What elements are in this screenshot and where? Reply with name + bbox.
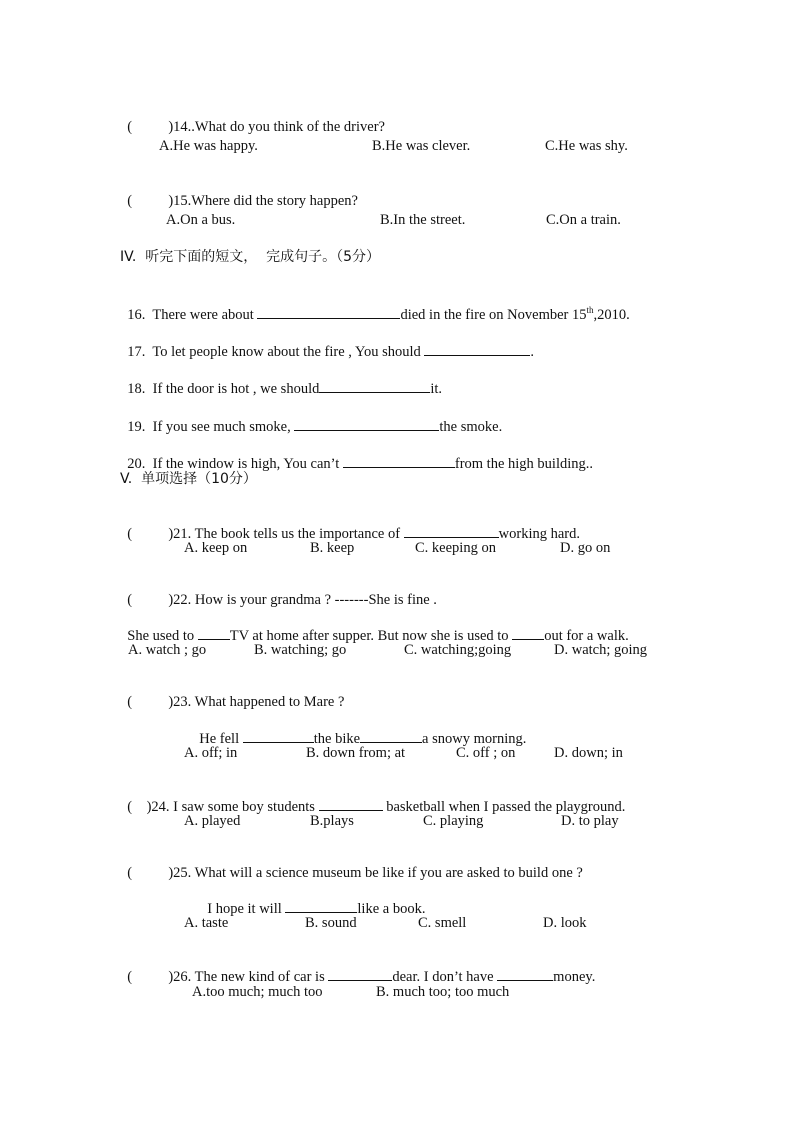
question-text: 23. What happened to Mare ? xyxy=(173,694,345,710)
option-c: C. off ; on xyxy=(456,745,516,761)
answer-blank[interactable] xyxy=(497,966,553,981)
question-text: If you see much smoke, xyxy=(152,419,295,435)
question-number: 19. xyxy=(127,419,146,435)
question-14 xyxy=(120,100,385,136)
question-text: working hard. xyxy=(498,526,580,542)
option-d: D. go on xyxy=(560,540,611,556)
option-b: B.plays xyxy=(310,813,354,829)
question-text: 24. I saw some boy students xyxy=(151,799,319,815)
question-17 xyxy=(120,323,534,361)
question-text: ,2010. xyxy=(593,307,630,323)
option-a: A.He was happy. xyxy=(159,138,258,154)
question-text: 22. How is your grandma ? -------She is fine . xyxy=(173,592,437,608)
question-24 xyxy=(120,778,625,816)
option-a: A. taste xyxy=(184,915,229,931)
option-b: B. much too; too much xyxy=(376,984,510,1000)
question-text: 21. The book tells us the importance of xyxy=(173,526,404,542)
answer-blank[interactable] xyxy=(319,796,383,811)
question-26 xyxy=(120,948,595,986)
answer-paren[interactable]: ( ) xyxy=(127,592,174,608)
question-text: like a book. xyxy=(357,901,426,917)
option-c: C. watching;going xyxy=(404,642,512,658)
option-b: B. down from; at xyxy=(306,745,406,761)
question-text: If the window is high, You can’t xyxy=(152,456,343,472)
question-20 xyxy=(120,435,593,473)
answer-blank[interactable] xyxy=(424,341,530,356)
question-text: I hope it will xyxy=(207,901,286,917)
question-text: If the door is hot , we should xyxy=(152,381,320,397)
question-text: died in the fire on November 15 xyxy=(400,307,587,323)
answer-paren[interactable]: ( ) xyxy=(127,694,174,710)
question-text: a snowy morning. xyxy=(422,731,527,747)
answer-blank[interactable] xyxy=(328,966,392,981)
option-a: A. watch ; go xyxy=(128,642,207,658)
question-text: the bike xyxy=(313,731,361,747)
option-d: D. watch; going xyxy=(554,642,648,658)
question-text: 25. What will a science museum be like if you are asked to build one ? xyxy=(173,865,583,881)
option-c: C.On a train. xyxy=(546,212,621,228)
option-b: B. watching; go xyxy=(254,642,347,658)
question-25-line2 xyxy=(200,880,425,918)
question-text: the smoke. xyxy=(439,419,503,435)
question-text: TV at home after supper. But now she is used to xyxy=(229,628,513,644)
question-text: She used to xyxy=(127,628,198,644)
answer-paren[interactable]: ( ) xyxy=(127,865,174,881)
option-b: B.In the street. xyxy=(380,212,466,228)
question-text: 14..What do you think of the driver? xyxy=(173,119,385,135)
answer-paren[interactable]: ( ) xyxy=(127,119,174,135)
option-a: A.too much; much too xyxy=(192,984,323,1000)
option-b: B.He was clever. xyxy=(372,138,471,154)
option-c: C. keeping on xyxy=(415,540,496,556)
answer-paren[interactable]: ( ) xyxy=(127,969,174,985)
option-b: B. sound xyxy=(305,915,357,931)
question-text: it. xyxy=(430,381,443,397)
question-text: money. xyxy=(553,969,596,985)
question-18 xyxy=(120,360,442,398)
question-text: There were about xyxy=(152,307,258,323)
option-d: D. to play xyxy=(561,813,619,829)
answer-blank[interactable] xyxy=(285,898,357,913)
question-23-line2 xyxy=(192,710,526,748)
question-text: 26. The new kind of car is xyxy=(173,969,329,985)
answer-blank[interactable] xyxy=(404,523,499,538)
question-23 xyxy=(120,675,344,711)
option-a: A. played xyxy=(184,813,241,829)
answer-blank[interactable] xyxy=(360,728,422,743)
option-a: A. off; in xyxy=(184,745,238,761)
superscript: th xyxy=(586,305,594,315)
section-title-v: V. 单项选择（10分） xyxy=(120,471,257,487)
answer-blank[interactable] xyxy=(512,625,544,640)
question-21 xyxy=(120,505,580,543)
answer-paren[interactable]: ( ) xyxy=(127,193,174,209)
question-number: 20. xyxy=(127,456,146,472)
question-25 xyxy=(120,846,583,882)
option-a: A.On a bus. xyxy=(166,212,236,228)
question-15 xyxy=(120,174,358,210)
answer-blank[interactable] xyxy=(243,728,314,743)
option-c: C. smell xyxy=(418,915,467,931)
answer-blank[interactable] xyxy=(294,416,439,431)
question-text: 15.Where did the story happen? xyxy=(173,193,358,209)
option-d: D. down; in xyxy=(554,745,623,761)
option-c: C.He was shy. xyxy=(545,138,628,154)
question-22 xyxy=(120,573,437,609)
question-number: 16. xyxy=(127,307,146,323)
question-text: . xyxy=(530,344,535,360)
answer-blank[interactable] xyxy=(319,378,430,393)
question-text: out for a walk. xyxy=(544,628,629,644)
option-c: C. playing xyxy=(423,813,484,829)
option-a: A. keep on xyxy=(184,540,248,556)
question-text: To let people know about the fire , You should xyxy=(152,344,425,360)
question-number: 18. xyxy=(127,381,146,397)
section-title-iv: IV. 听完下面的短文， 完成句子。（5分） xyxy=(120,249,381,265)
answer-blank[interactable] xyxy=(198,625,230,640)
question-text: basketball when I passed the playground. xyxy=(382,799,626,815)
question-text: He fell xyxy=(199,731,243,747)
question-22-line2 xyxy=(120,607,629,645)
question-text: from the high building.. xyxy=(454,456,594,472)
question-19 xyxy=(120,398,502,436)
answer-paren[interactable]: ( ) xyxy=(127,799,152,815)
question-number: 17. xyxy=(127,344,146,360)
answer-blank[interactable] xyxy=(257,304,400,319)
answer-blank[interactable] xyxy=(343,453,455,468)
answer-paren[interactable]: ( ) xyxy=(127,526,174,542)
question-text: dear. I don’t have xyxy=(392,969,498,985)
question-16 xyxy=(120,286,630,324)
option-d: D. look xyxy=(543,915,587,931)
option-b: B. keep xyxy=(310,540,355,556)
